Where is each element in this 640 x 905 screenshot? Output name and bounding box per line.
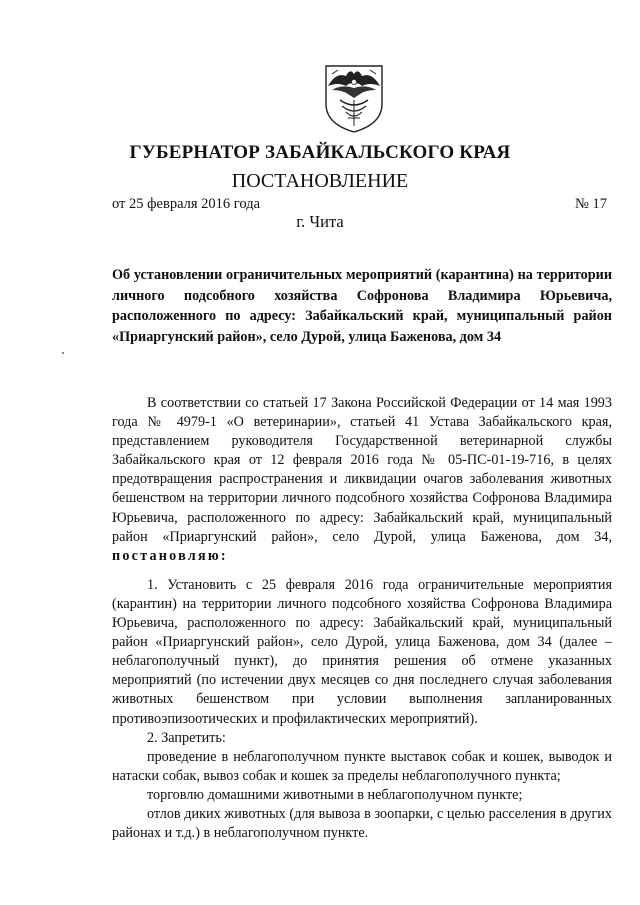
- prohibition-3: отлов диких животных (для вывоза в зоопарки, с целью расселения в других районах и т.д.) в неблагополучном пункте.: [112, 805, 612, 842]
- document-city: г. Чита: [296, 212, 344, 231]
- document-number: № 17: [575, 196, 607, 212]
- decree-word: постановляю:: [112, 547, 228, 564]
- document-body: [112, 394, 612, 843]
- document-date: от 25 февраля 2016 года: [112, 196, 261, 212]
- item-2-paragraph: 2. Запретить:: [147, 729, 226, 746]
- preamble-text: В соответствии со статьей 17 Закона Российской Федерации от 14 мая 1993 года № 4979-1 «О ветеринарии», статьей 41 Устава Забайкальского края, представлением руководителя Государственной ветеринарной службы Забайкальского края от 12 февраля 2016 года № 05-ПС-01-19-716, в целях предотвращения распространения и ликвидации очагов заболевания животных бешенством на территории личного подсобного хозяйства Софронова Владимира Юрьевича, расположенного по адресу: Забайкальский край, муниципальный район «Приаргунский район», село Дурой, улица Баженова, дом 34,: [112, 395, 612, 545]
- margin-mark: [62, 352, 64, 354]
- prohibition-1: проведение в неблагополучном пункте выставок собак и кошек, выводок и натаски собак, вывоз собак и кошек за пределы неблагополучного пункта;: [112, 748, 612, 784]
- document-title: Об установлении ограничительных мероприятий (карантина) на территории личного подсобного хозяйства Софронова Владимира Юрьевича, расположенного по адресу: Забайкальский край, муниципальный район «Приаргунский район», село Дурой, улица Баженова, дом 34: [112, 267, 612, 345]
- preamble-paragraph: [112, 394, 612, 566]
- document-type: ПОСТАНОВЛЕНИЕ: [231, 170, 409, 192]
- issuing-authority: ГУБЕРНАТОР ЗАБАЙКАЛЬСКОГО КРАЯ: [129, 142, 511, 163]
- prohibition-2: торговлю домашними животными в неблагополучном пункте;: [147, 786, 523, 803]
- item-1-paragraph: 1. Установить с 25 февраля 2016 года ограничительные мероприятия (карантин) на территории личного подсобного хозяйства Софронова Владимира Юрьевича, расположенного по адресу: Забайкальский край, муниципальный район «Приаргунский район», село Дурой, улица Баженова, дом 34 (далее – неблагополучный пункт), до принятия решения об отмене указанных мероприятий (по истечении двух месяцев со дня последнего случая заболевания животных бешенством при условии выполнения запланированных противоэпизоотических и профилактических мероприятий).: [112, 576, 612, 727]
- coat-of-arms-icon: [322, 60, 386, 134]
